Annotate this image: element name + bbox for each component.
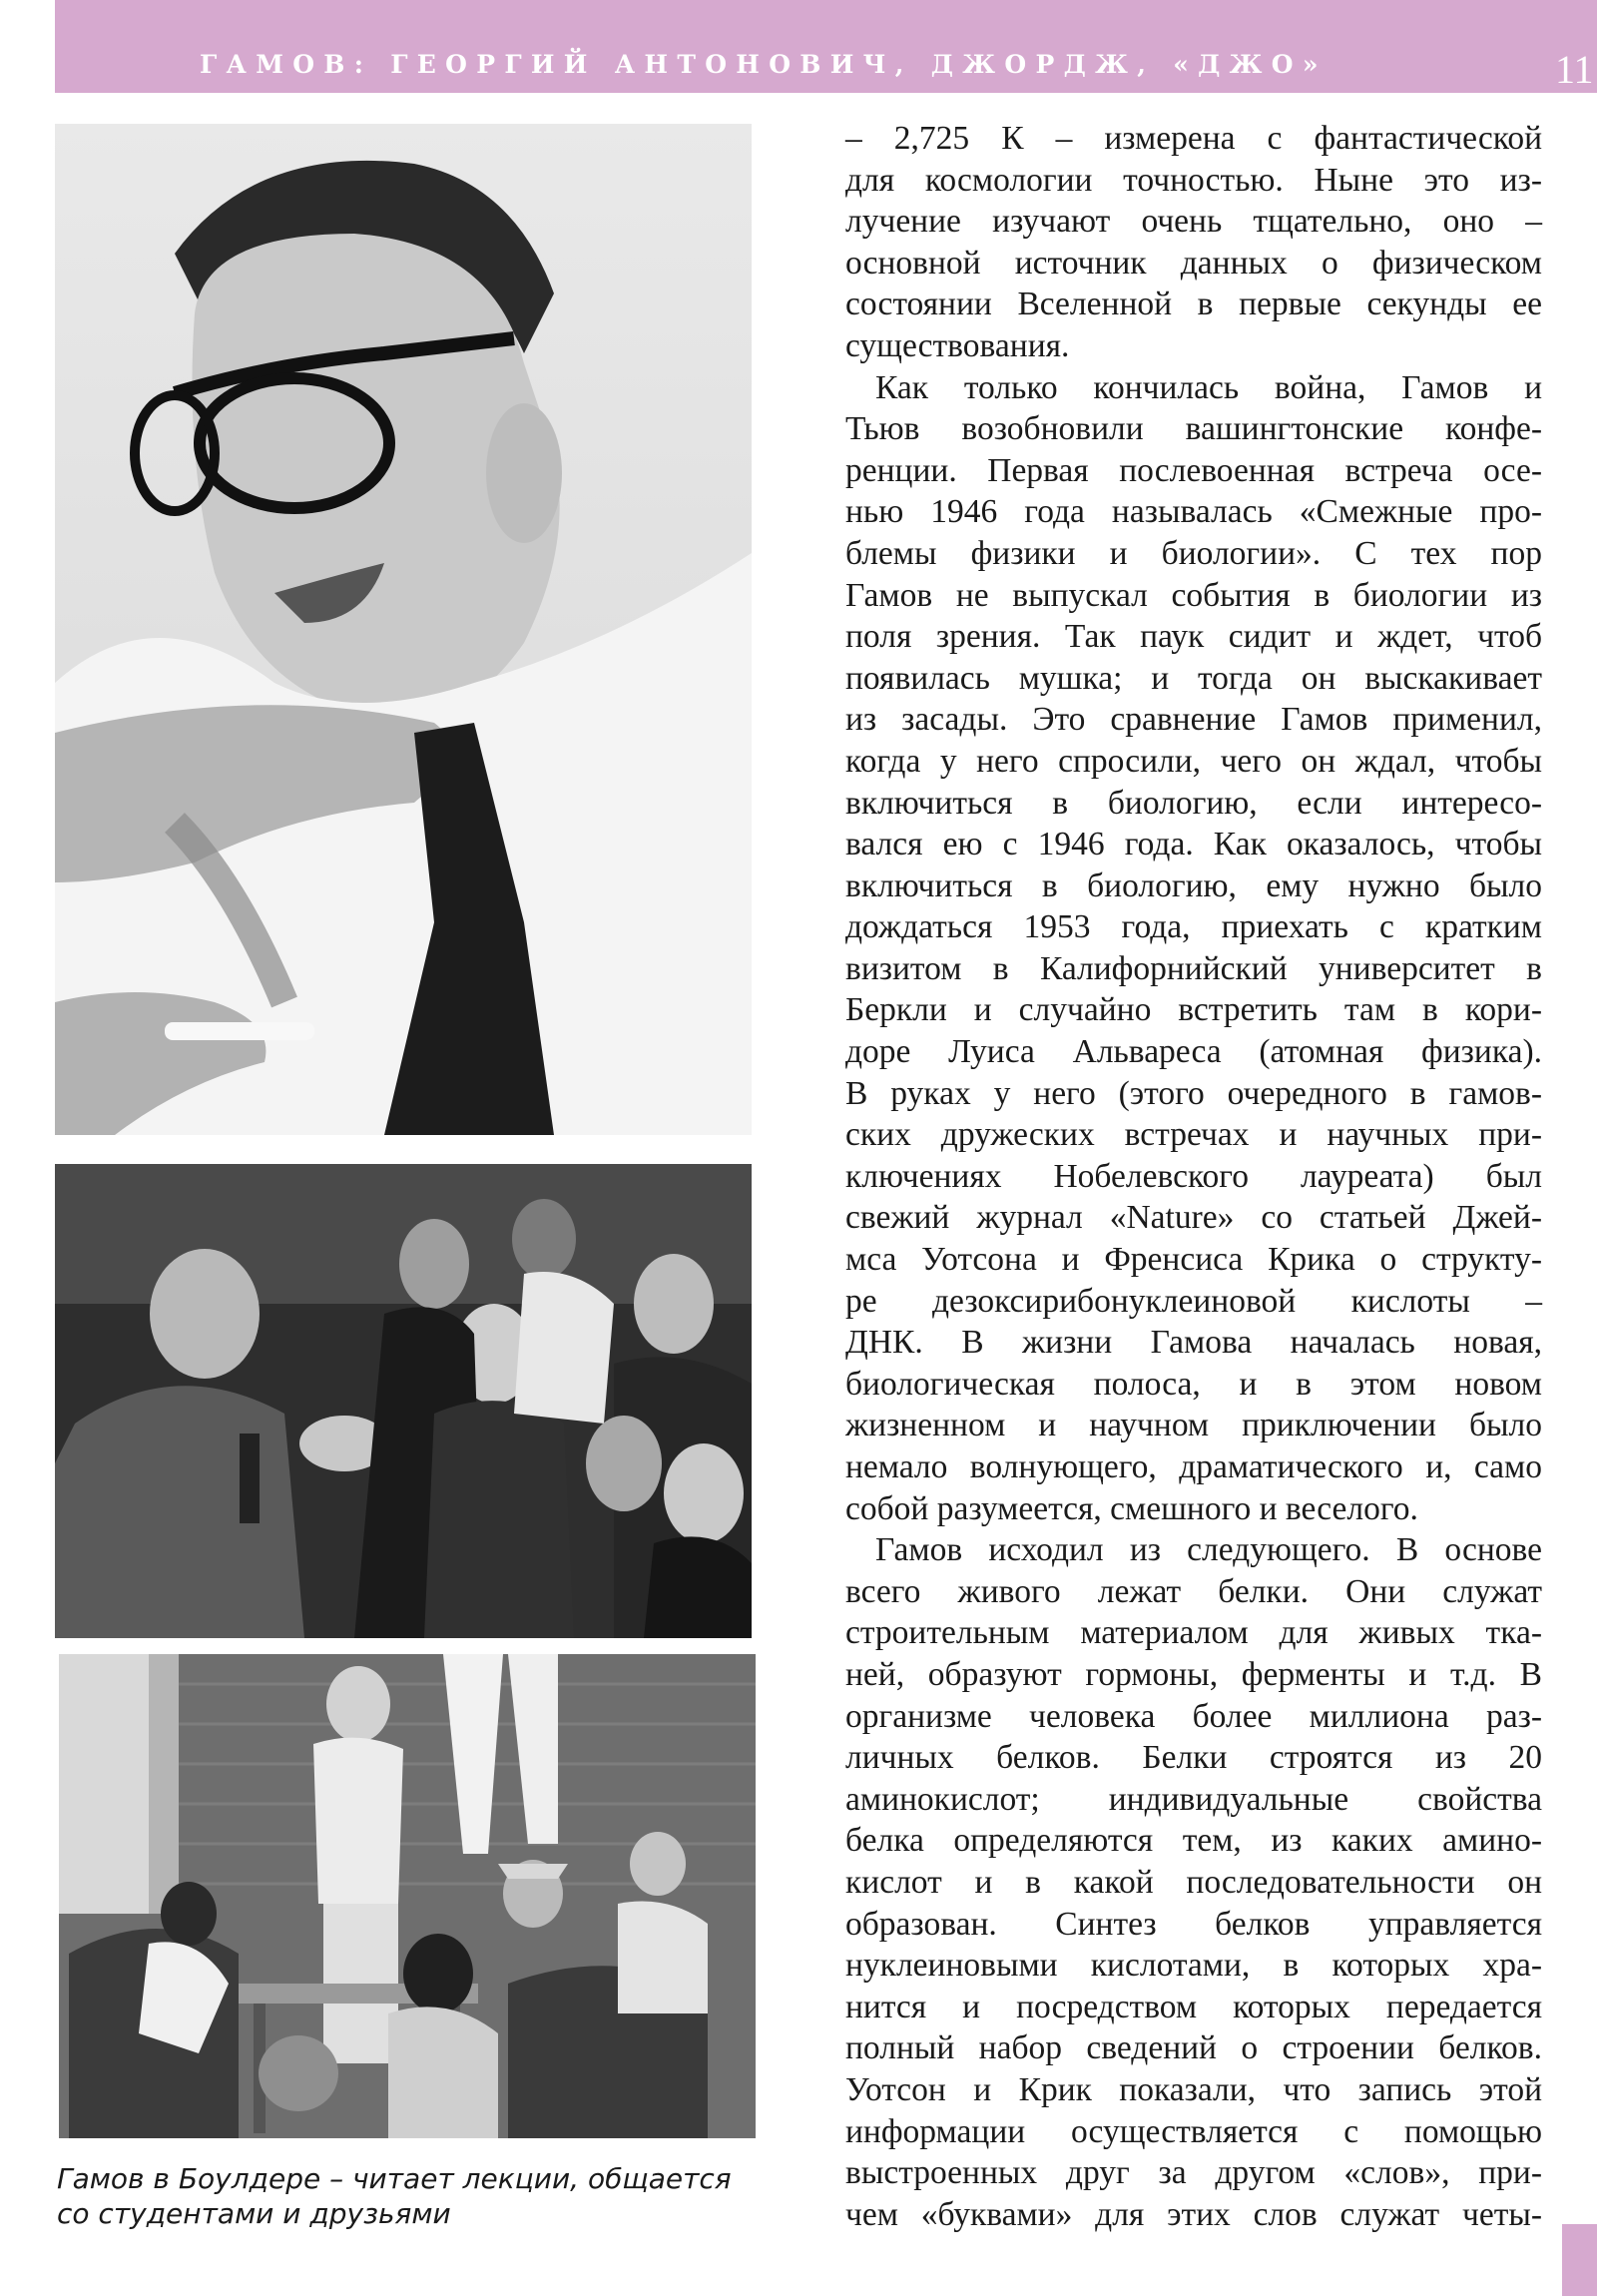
body-line: свежий журнал «Nature» со статьей Джей- — [845, 1199, 1542, 1237]
body-line: дождаться 1953 года, приехать с кратким — [845, 908, 1542, 946]
body-line: ских дружеских встречах и научных при- — [845, 1116, 1542, 1154]
body-line: полный набор сведений о строении белков. — [845, 2029, 1542, 2067]
body-line: вался ею с 1946 года. Как оказалось, чтобы — [845, 826, 1542, 863]
body-line: ре дезоксирибонуклеиновой кислоты – — [845, 1282, 1542, 1320]
body-line: появилась мушка; и тогда он выскакивает — [845, 659, 1542, 697]
body-line: поля зрения. Так паук сидит и ждет, чтоб — [845, 618, 1542, 656]
body-line: немало волнующего, драматического и, само — [845, 1448, 1542, 1485]
body-line: визитом в Калифорнийский университет в — [845, 949, 1542, 987]
body-line: лучение изучают очень тщательно, оно – — [845, 203, 1542, 241]
body-line: биологическая полоса, и в этом новом — [845, 1365, 1542, 1403]
body-line: – 2,725 К – измерена с фантастической — [845, 120, 1542, 157]
body-line: нью 1946 года называлась «Смежные про- — [845, 493, 1542, 531]
body-line: белка определяются тем, из каких амино- — [845, 1822, 1542, 1860]
body-line: жизненном и научном приключении было — [845, 1407, 1542, 1444]
running-header — [55, 0, 1597, 93]
body-line: собой разумеется, смешного и веселого. — [845, 1489, 1418, 1527]
students-photo — [55, 1164, 752, 1638]
body-line: строительным материалом для живых тка- — [845, 1614, 1542, 1652]
caption-line-2: со студентами и друзьями — [57, 2197, 451, 2230]
body-line: Как только кончилась война, Гамов и — [875, 368, 1542, 406]
body-line: существования. — [845, 326, 1070, 364]
body-line: состоянии Вселенной в первые секунды ее — [845, 286, 1542, 323]
body-line: личных белков. Белки строятся из 20 — [845, 1739, 1542, 1777]
body-line: информации осуществляется с помощью — [845, 2112, 1542, 2150]
body-line: чем «буквами» для этих слов служат четы- — [845, 2195, 1542, 2233]
body-line: всего живого лежат белки. Они служат — [845, 1572, 1542, 1610]
body-line: Беркли и случайно встретить там в кори- — [845, 991, 1542, 1029]
body-line: когда у него спросили, чего он ждал, чтобы — [845, 742, 1542, 780]
body-line: кислот и в какой последовательности он — [845, 1863, 1542, 1901]
body-line: из засады. Это сравнение Гамов применил, — [845, 701, 1542, 739]
body-line: для космологии точностью. Ныне это из- — [845, 161, 1542, 199]
body-line: блемы физики и биологии». С тех пор — [845, 534, 1542, 572]
body-line: нуклеиновыми кислотами, в которых хра- — [845, 1947, 1542, 1985]
body-line: Уотсон и Крик показали, что запись этой — [845, 2070, 1542, 2108]
body-line: основной источник данных о физическом — [845, 244, 1542, 282]
body-line: ДНК. В жизни Гамова началась новая, — [845, 1324, 1542, 1362]
caption-line-1: Гамов в Боулдере – читает лекции, общается — [57, 2162, 732, 2195]
body-line: образован. Синтез белков управляется — [845, 1905, 1542, 1943]
page-number: 11 — [1555, 47, 1594, 92]
body-line: Гамов исходил из следующего. В основе — [875, 1531, 1542, 1569]
body-line: нится и посредством которых передается — [845, 1988, 1542, 2025]
body-line: выстроенных друг за другом «слов», при- — [845, 2154, 1542, 2192]
body-line: ренции. Первая послевоенная встреча осе- — [845, 451, 1542, 489]
body-line: включиться в биологию, если интересо- — [845, 784, 1542, 822]
body-line: ней, образуют гормоны, ферменты и т.д. В — [845, 1655, 1542, 1693]
body-line: аминокислот; индивидуальные свойства — [845, 1780, 1542, 1818]
porch-party-photo — [59, 1654, 756, 2138]
body-line: Гамов не выпускал события в биологии из — [845, 576, 1542, 614]
body-line: В руках у него (этого очередного в гамов- — [845, 1074, 1542, 1112]
body-line: организме человека более миллиона раз- — [845, 1697, 1542, 1735]
body-line: ключениях Нобелевского лауреата) был — [845, 1157, 1542, 1195]
page-corner-tab — [1562, 2224, 1597, 2296]
header-title: ГАМОВ: ГЕОРГИЙ АНТОНОВИЧ, ДЖОРДЖ, «ДЖО» — [200, 50, 1328, 79]
portrait-photo — [55, 124, 752, 1135]
body-line: Тьюв возобновили вашингтонские конфе- — [845, 410, 1542, 448]
body-line: включиться в биологию, ему нужно было — [845, 866, 1542, 904]
photo-caption — [57, 2161, 776, 2231]
body-line: мса Уотсона и Френсиса Крика о структу- — [845, 1241, 1542, 1279]
body-text — [845, 118, 1542, 2235]
body-line: доре Луиса Альвареса (атомная физика). — [845, 1033, 1542, 1071]
